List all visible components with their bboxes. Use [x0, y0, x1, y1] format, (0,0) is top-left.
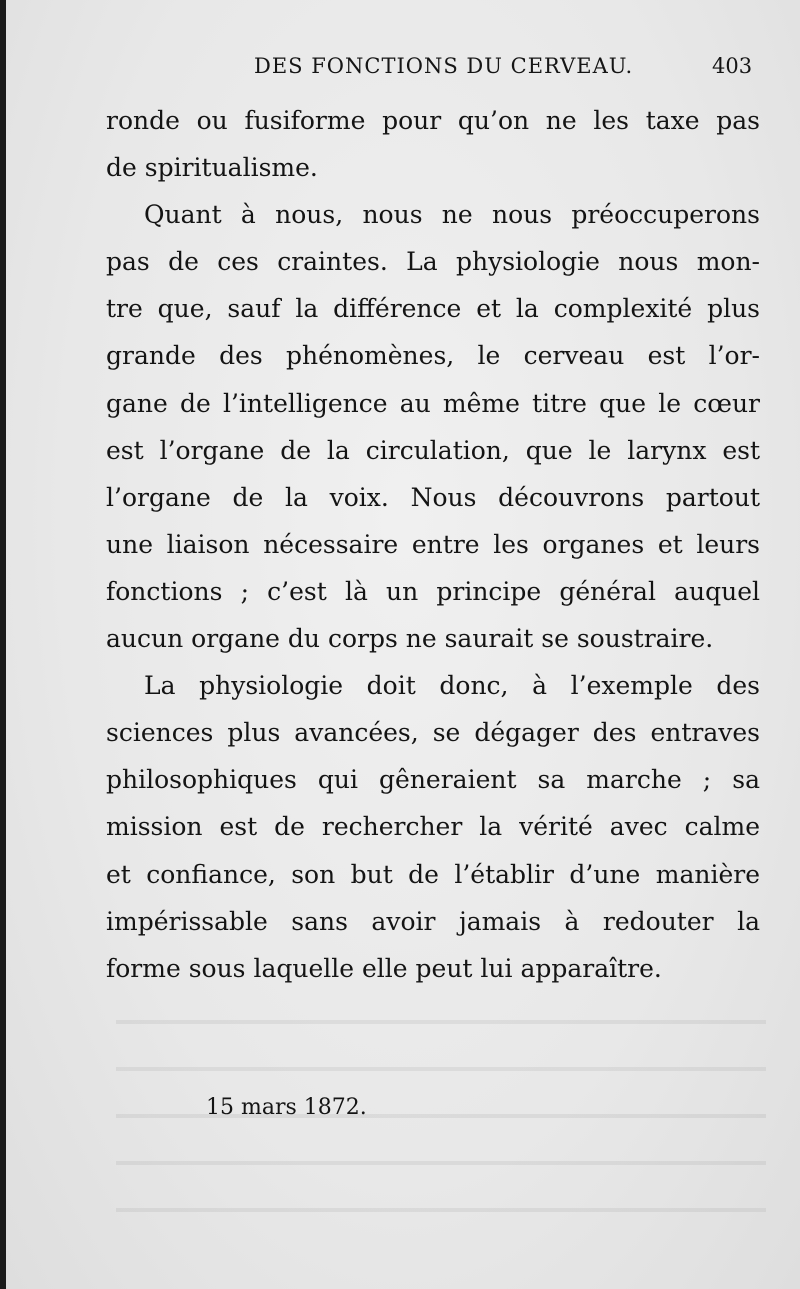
- running-title: DES FONCTIONS DU CERVEAU.: [254, 54, 634, 78]
- text-line: fonctions ; c’est là un principe général auquel: [106, 576, 760, 606]
- text-line: impérissable sans avoir jamais à redouter la: [106, 906, 760, 936]
- date-signature: 15 mars 1872.: [206, 1095, 367, 1120]
- text-line: grande des phénomènes, le cerveau est l’or-: [106, 341, 760, 371]
- page-header: [6, 54, 800, 90]
- text-line: Quant à nous, nous ne nous préoccuperons: [144, 200, 760, 230]
- text-line: de spiritualisme.: [106, 153, 318, 183]
- text-line: et confiance, son but de l’établir d’une manière: [106, 859, 760, 889]
- text-line: tre que, sauf la différence et la complexité plus: [106, 294, 760, 324]
- text-line: une liaison nécessaire entre les organes et leurs: [106, 529, 760, 559]
- page-number: 403: [712, 54, 753, 78]
- text-line: est l’organe de la circulation, que le larynx est: [106, 435, 760, 465]
- text-line: pas de ces craintes. La physiologie nous mon-: [106, 247, 760, 277]
- text-line: gane de l’intelligence au même titre que le cœur: [106, 388, 760, 418]
- text-line: ronde ou fusiforme pour qu’on ne les taxe pas: [106, 106, 760, 135]
- book-page: [6, 0, 800, 1289]
- text-line: aucun organe du corps ne saurait se soustraire.: [106, 624, 714, 654]
- text-line: La physiologie doit donc, à l’exemple des: [144, 671, 760, 701]
- text-line: sciences plus avancées, se dégager des entraves: [106, 718, 760, 748]
- text-line: philosophiques qui gêneraient sa marche ; sa: [106, 765, 760, 795]
- text-line: mission est de rechercher la vérité avec calme: [106, 812, 760, 842]
- body-text: [106, 97, 760, 992]
- text-line: forme sous laquelle elle peut lui apparaître.: [106, 953, 662, 983]
- text-line: l’organe de la voix. Nous découvrons partout: [106, 482, 760, 512]
